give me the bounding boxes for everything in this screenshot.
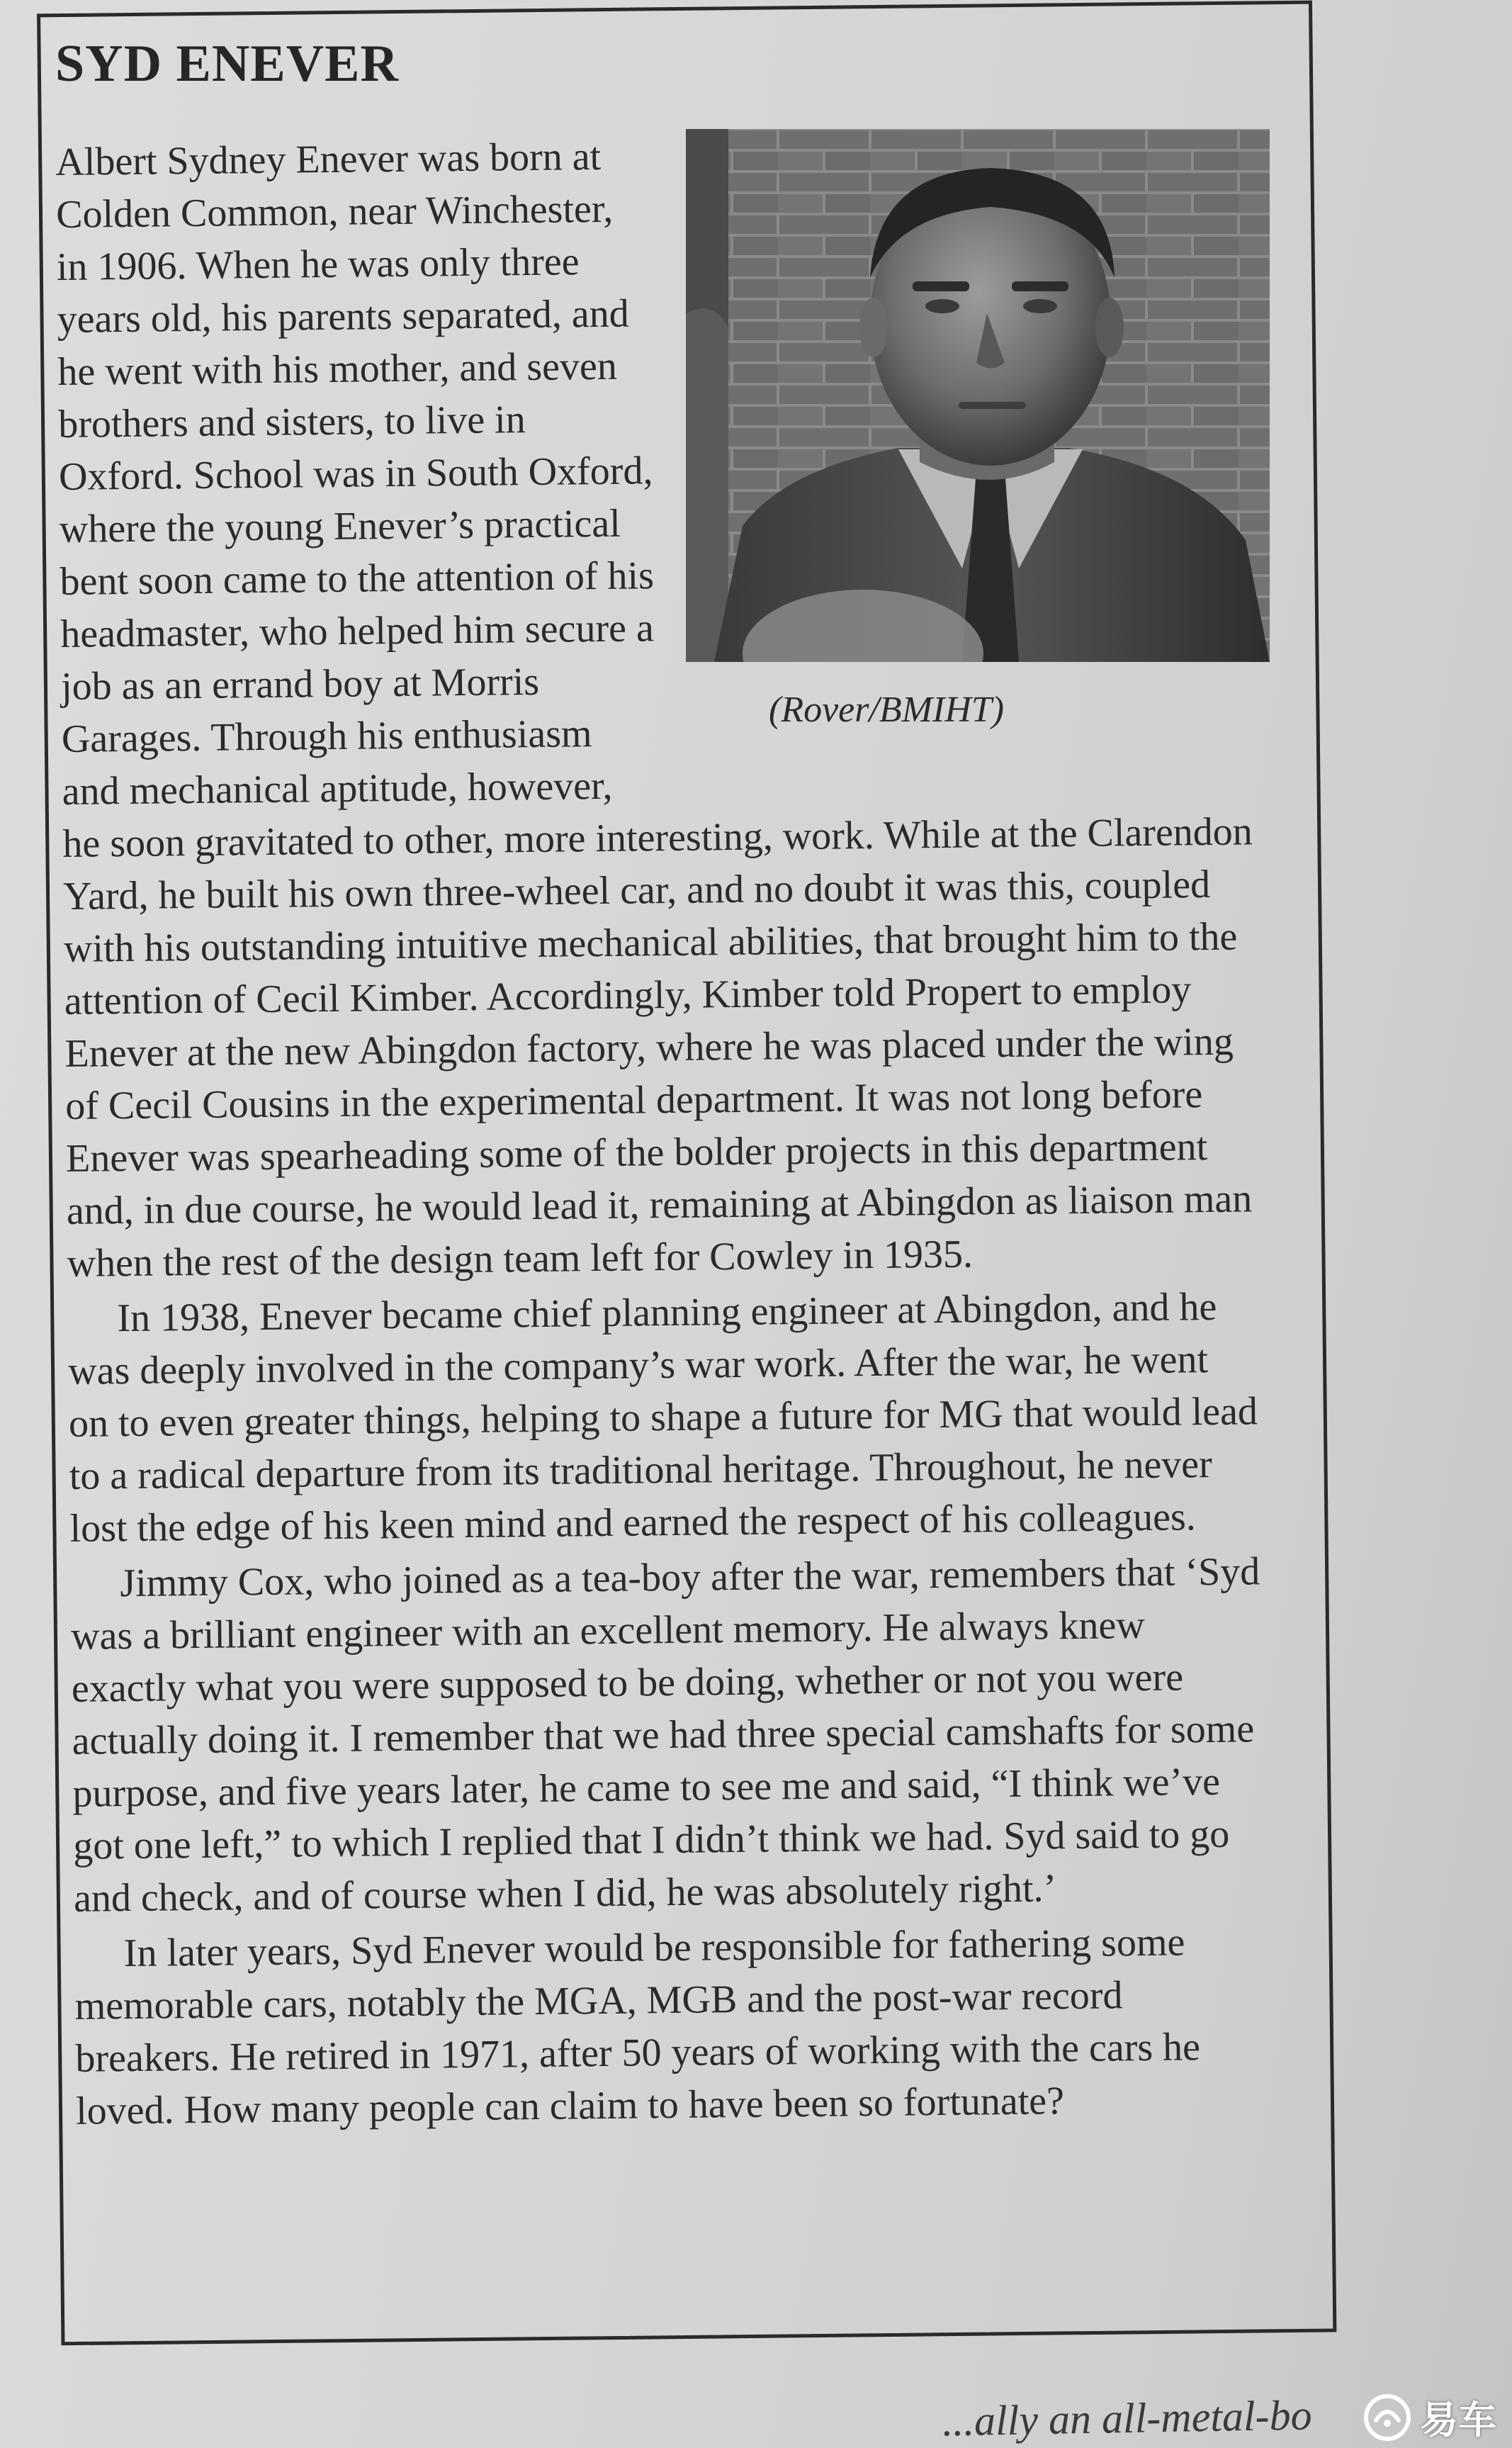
watermark-text: 易车 — [1420, 2398, 1496, 2442]
text-line: Jimmy Cox, who joined as a tea-boy after the war, remembers that ‘Syd — [120, 1549, 1260, 1606]
text-line: he went with his mother, and seven — [57, 344, 618, 394]
text-line: In 1938, Enever became chief planning engineer at Abingdon, and he — [117, 1284, 1217, 1341]
text-line: got one left,” to which I replied that I didn’t think we had. Syd said to go — [72, 1812, 1230, 1868]
text-line: exactly what you were supposed to be doing, whether or not you were — [71, 1655, 1184, 1711]
text-line: brothers and sisters, to live in — [57, 398, 526, 447]
text-line: memorable cars, notably the MGA, MGB and the post-war record — [74, 1973, 1123, 2028]
article-title: SYD ENEVER — [55, 35, 399, 93]
text-line: and mechanical aptitude, however, — [62, 763, 613, 814]
text-line: actually doing it. I remember that we had three special camshafts for some — [72, 1707, 1255, 1763]
text-line: In later years, Syd Enever would be responsible for fathering some — [123, 1920, 1185, 1976]
text-line: headmaster, who helped him secure a — [60, 606, 655, 656]
article-body — [55, 122, 1415, 2138]
text-line: Enever was spearheading some of the bolder projects in this department — [65, 1125, 1208, 1181]
text-line: Garages. Through his enthusiasm — [61, 712, 592, 761]
text-line: lost the edge of his keen mind and earned the respect of his colleagues. — [69, 1495, 1197, 1551]
next-page-fragment: ...ally an all-metal-bo — [942, 2391, 1313, 2445]
text-line: loved. How many people can claim to have been so fortunate? — [75, 2079, 1065, 2133]
text-line: Yard, he built his own three-wheel car, and no doubt it was this, coupled — [62, 862, 1211, 919]
text-line: was deeply involved in the company’s war work. After the war, he went — [67, 1337, 1209, 1393]
text-line: attention of Cecil Kimber. Accordingly, Kimber told Propert to employ — [64, 967, 1192, 1023]
text-line: years old, his parents separated, and — [57, 291, 630, 342]
yiche-logo-icon — [1362, 2392, 1413, 2443]
text-line: when the rest of the design team left for Cowley in 1935. — [67, 1232, 974, 1286]
text-line: breakers. He retired in 1971, after 50 years of working with the cars he — [75, 2025, 1201, 2081]
text-line: of Cecil Cousins in the experimental department. It was not long before — [65, 1072, 1203, 1128]
text-line: purpose, and five years later, he came to see me and said, “I think we’ve — [72, 1759, 1221, 1816]
text-line: Colden Common, near Winchester, — [55, 186, 614, 237]
photo-caption: (Rover/BMIHT) — [769, 690, 1005, 730]
text-line: job as an errand boy at Morris — [60, 659, 540, 709]
text-line: to a radical departure from its traditional heritage. Throughout, he never — [69, 1442, 1213, 1498]
watermark — [1362, 2390, 1496, 2444]
text-line: was a brilliant engineer with an excellent memory. He always knew — [70, 1603, 1146, 1658]
text-line: bent soon came to the attention of his — [60, 554, 655, 604]
text-line: Albert Sydney Enever was born at — [55, 134, 602, 184]
text-line: with his outstanding intuitive mechanical abilities, that brought him to the — [63, 914, 1238, 971]
text-line: Enever at the new Abingdon factory, where he was placed under the wing — [64, 1019, 1234, 1076]
text-line: and, in due course, he would lead it, remaining at Abingdon as liaison man — [66, 1177, 1253, 1233]
text-line: Oxford. School was in South Oxford, — [58, 449, 653, 499]
text-line: he soon gravitated to other, more interesting, work. While at the Clarendon — [62, 809, 1253, 866]
text-line: and check, and of course when I did, he was absolutely right.’ — [73, 1866, 1057, 1921]
text-line: where the young Enever’s practical — [59, 501, 621, 551]
text-line: on to even greater things, helping to shape a future for MG that would lead — [68, 1389, 1258, 1446]
text-line: in 1906. When he was only three — [56, 240, 580, 289]
